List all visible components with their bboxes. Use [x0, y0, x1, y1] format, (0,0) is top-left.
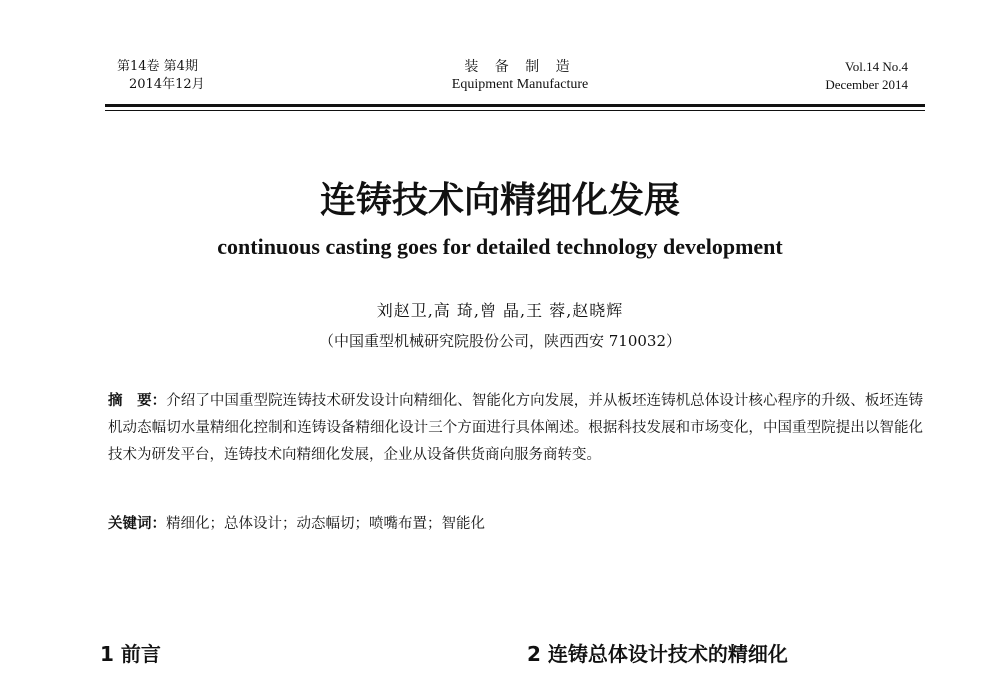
paper-title: 连铸技术向精细化发展	[319, 180, 680, 221]
section-heading-design: 2 连铸总体设计技术的精细化	[527, 642, 788, 666]
journal-name-cn: 装 备 制 造	[464, 59, 576, 75]
journal-issue-info-en	[825, 58, 908, 94]
publication-date: 2014年12月	[129, 77, 205, 92]
paper-title-en: continuous casting goes for detailed technology development	[217, 234, 783, 259]
publication-date-en: December 2014	[825, 77, 908, 92]
keywords-label: 关键词：	[108, 516, 166, 532]
journal-name-en: Equipment Manufacture	[451, 77, 589, 92]
abstract-label: 摘 要：	[108, 393, 167, 409]
header-rule-thin	[105, 110, 925, 111]
volume-issue: 第14卷 第4期	[117, 59, 198, 74]
affiliation: （中国重型机械研究院股份公司，陕西西安 710032）	[318, 332, 682, 350]
journal-issue-info	[117, 58, 205, 94]
abstract-text: 介绍了中国重型院连铸技术研发设计向精细化、智能化方向发展，并从板坯连铸机总体设计核心程序的升级、板坯连铸机动态幅切水量精细化控制和连铸设备精细化设计三个方面进行具体阐述。根据科技发展和市场变化，中国重型院提出以智能化技术为研发平台，连铸技术向精细化发展，企业从设备供货商向服务商转变。	[108, 393, 923, 463]
journal-name	[400, 58, 640, 94]
abstract	[108, 388, 923, 469]
keywords	[108, 512, 923, 536]
authors: 刘赵卫,高 琦,曾 晶,王 蓉,赵晓辉	[376, 301, 624, 320]
section-heading-introduction: 1 前言	[100, 642, 161, 666]
keywords-text: 精细化；总体设计；动态幅切；喷嘴布置；智能化	[166, 516, 485, 532]
volume-issue-en: Vol.14 No.4	[845, 59, 908, 74]
header-rule-thick	[105, 104, 925, 107]
